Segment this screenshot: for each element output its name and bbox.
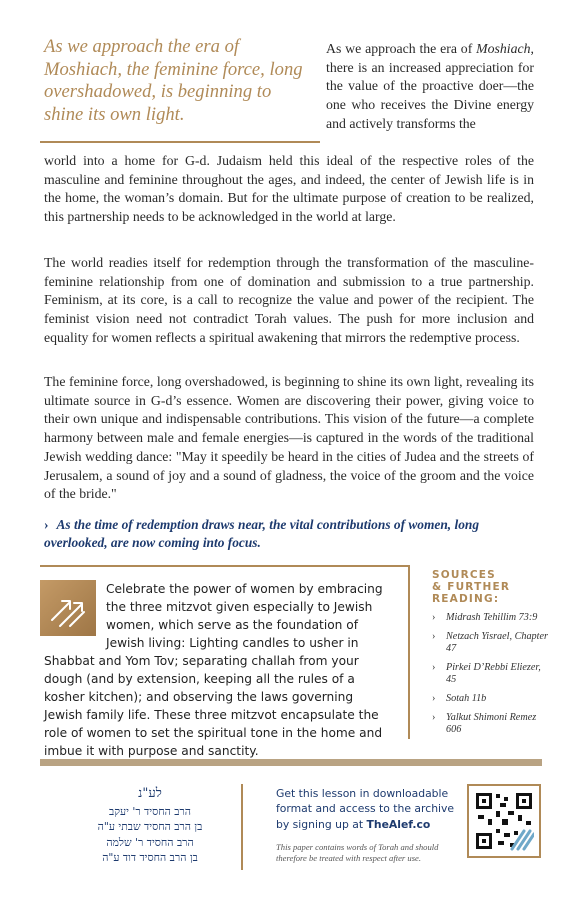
source-item: › Midrash Tehillim 73:9 [432, 612, 552, 625]
chevron-right-icon: › [44, 517, 49, 532]
dedication-line-1: לע"נ [138, 786, 162, 801]
paragraph-3: The feminine force, long overshadowed, is beginning to shine its own light, revealing its ultimate source in G-d’s essence. Women are discovering their power, giving voice to their own unique and indispensable contributions. This vision of the future—a complete harmony between male and female energies—is captured in the words of the traditional Jewish wedding dance: "May it speedily be heard in the cities of Judea and the streets of Jerusalem, a sound of joy and a sound of gladness, the voice of the groom and the voice of the bride." [44, 374, 534, 502]
sources-heading [432, 569, 562, 605]
action-box-right-border [408, 565, 410, 739]
source-item: › Pirkei D’Rebbi Eliezer, 45 [432, 662, 552, 687]
dedication-line-5: בן הרב החסיד דוד ע"ה [102, 851, 198, 864]
pull-quote: As we approach the era of Moshiach, the feminine force, long overshadowed, is beginning to shine its own light. [44, 36, 303, 125]
dedication-line-3: בן הרב החסיד שבתי ע"ה [97, 820, 203, 833]
footer-divider [241, 784, 243, 870]
source-item: › Netzach Yisrael, Chapter 47 [432, 631, 552, 656]
paragraph-2: The world readies itself for redemption through the transformation of the masculine-feminine relationship from one of domination and submission to a true partnership. Feminism, at its core, is a call to recognize the value and power of the recipient. The feminist vision need not contradict Torah values. The push for more inclusion and equality for women reflects a spiritual awakening that mirrors the redemptive process. [44, 255, 534, 345]
paragraph-1-top [326, 40, 534, 134]
sources-heading-line-3: READING: [432, 593, 500, 605]
paragraph-1-lead-italic: Moshiach [476, 41, 531, 56]
signup-promo-text: Get this lesson in downloadable format and access to the archive by signing up at [276, 787, 455, 831]
pull-quote-divider [40, 141, 320, 143]
signup-promo [276, 786, 460, 832]
key-takeaway-text: As the time of redemption draws near, the vital contributions of women, long overlooked, are now coming into focus. [44, 517, 480, 550]
signup-link[interactable]: TheAlef.co [366, 817, 431, 831]
dedication [70, 786, 230, 866]
paragraph-1-rest: world into a home for G-d. Judaism held this ideal of the respective roles of the masculine and feminine throughout the ages, and indeed, the center of Jewish life is in the home, the woman’s domain. But for the ultimate purpose of creation to be realized, this partnership needs to be acknowledged in the world at large. [44, 153, 534, 225]
key-takeaway [44, 516, 544, 552]
dedication-line-2: הרב החסיד ר' יעקב [109, 804, 191, 818]
action-text: Celebrate the power of women by embracing the three mitzvot given especially to Jewish women, which serve as the foundation of Jewish living: Lighting candles to usher in Shabbat and Yom Tov; separating challah from your dough (and by extension, keeping all the rules of a kosher kitchen); and observing the laws governing Jewish family life. These three mitzvot encapsulate the role of women to set the spiritual tone in the home and imbue it with purpose and sanctity. [44, 582, 383, 758]
paragraph-1-lead: As we approach the era of [326, 41, 477, 56]
sources-list [432, 612, 552, 743]
footer-rule [40, 759, 542, 766]
dedication-line-4: הרב החסיד ר' שלמה [106, 835, 194, 849]
sources-heading-line-2: & FURTHER [432, 581, 511, 593]
action-box-top-border [40, 565, 410, 567]
qr-code-icon[interactable] [467, 784, 541, 858]
source-item: › Sotah 11b [432, 693, 552, 706]
respect-footnote: This paper contains words of Torah and should therefore be treated with respect after use. [276, 842, 439, 863]
source-item: › Yalkut Shimoni Remez 606 [432, 712, 552, 737]
paragraph-1-top-rest: , there is an increased appreciation for the value of the proactive doer—the one who receives the Divine energy and actively transforms the [326, 41, 534, 131]
sources-heading-line-1: SOURCES [432, 569, 496, 581]
